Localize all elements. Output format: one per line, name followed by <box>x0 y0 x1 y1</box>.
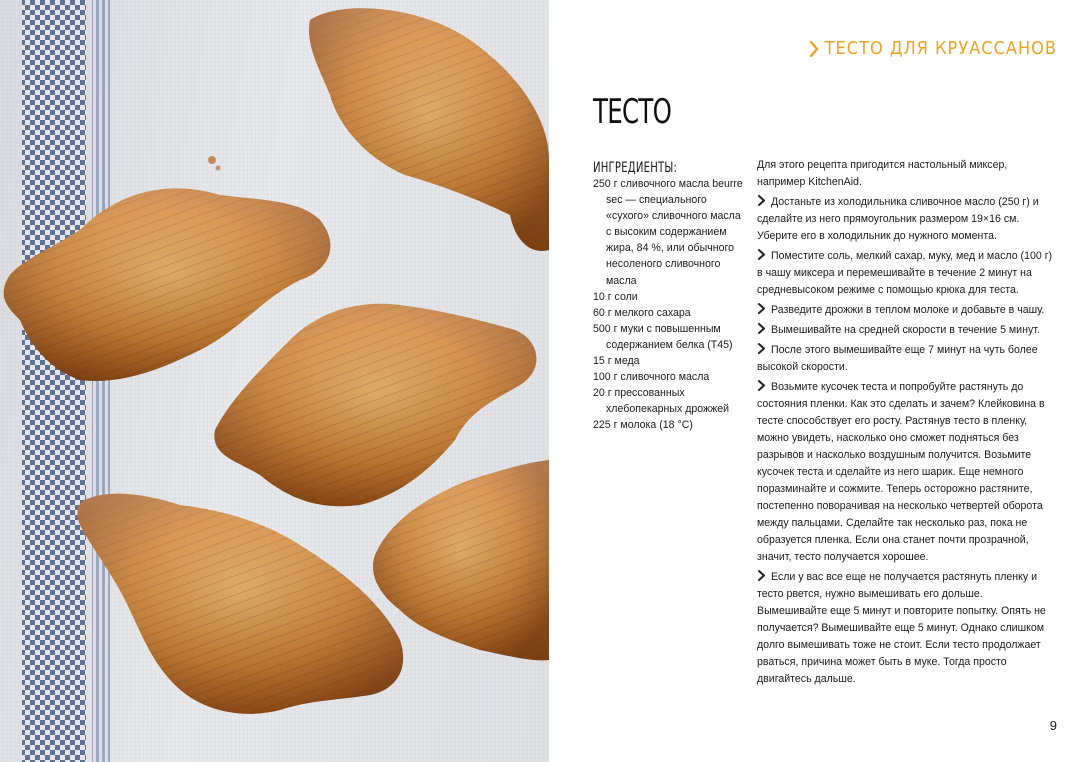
ingredients-block <box>593 160 743 434</box>
method-step <box>757 194 1055 245</box>
method-step <box>757 302 1055 319</box>
method-step-text: Возьмите кусочек теста и попробуйте растянуть до состояния пленки. Как это сделать и зачем? Клейковина в тесте способствует его росту. Растянув тесто в пленку, можно увидеть, насколько оно сможет подняться без разрывов и насколько воздушным получится. Возьмите кусочек теста и сделайте из него шарик. Еще немного поразминайте и сожмите. Теперь осторожно растяните, постепенно поворачивая на несколько четвертей оборота между пальцами. Сделайте так несколько раз, пока не образуется пленка. Если она станет почти прозрачной, значит, тесто получается хорошее. <box>757 381 1045 563</box>
section-title: ТЕСТО ДЛЯ КРУАССАНОВ <box>824 38 1057 59</box>
page-title: ТЕСТО <box>593 92 672 132</box>
ingredient-item: 10 г соли <box>593 290 638 303</box>
method-step <box>757 379 1055 566</box>
croissant-bottom-left <box>78 494 404 714</box>
ingredient-item: 20 г прессованных хлебопекарных дрожжей <box>593 387 730 416</box>
method-step <box>757 322 1055 339</box>
method-step-text: Если у вас все еще не получается растянуть пленку и тесто рвется, нужно вымешивать его дольше. Вымешивайте еще 5 минут и повторите попытку. Опять не получается? Вымешивайте еще 5 минут. Однако слишком долго вымешивать тоже не стоит. Если тесто продолжает рваться, причина может быть в муке. Тогда просто двигайтесь дальше. <box>757 571 1046 685</box>
method-step <box>757 342 1055 376</box>
method-step <box>757 569 1055 688</box>
method-step-text: Вымешивайте на средней скорости в течение 5 минут. <box>771 324 1040 336</box>
croissant-top <box>309 8 549 251</box>
ingredient-item: 60 г мелкого сахара <box>593 306 691 319</box>
method-step <box>757 248 1055 299</box>
ingredient-item: 100 г сливочного масла <box>593 371 710 384</box>
ingredients-list <box>593 176 743 434</box>
ingredient-item: 15 г меда <box>593 355 640 368</box>
method-step-text: После этого вымешивайте еще 7 минут на чуть более высокой скорости. <box>757 344 1038 373</box>
method-step-text: Поместите соль, мелкий сахар, муку, мед и масло (100 г) в чашу миксера и перемешивайте в течение 2 минут на средневысоком режиме с помощью крюка для теста. <box>757 250 1053 296</box>
ingredient-item: 500 г муки с повышенным содержанием белка (T45) <box>593 322 733 351</box>
ingredient-item: 225 г молока (18 °C) <box>593 419 693 432</box>
method-step-text: Достаньте из холодильника сливочное масло (250 г) и сделайте из него прямоугольник размером 19×16 см. Уберите его в холодильник до нужного момента. <box>757 196 1039 242</box>
chevron-right-icon <box>757 249 766 260</box>
chevron-right-icon <box>757 323 766 334</box>
chevron-right-icon <box>757 343 766 354</box>
method-block <box>757 157 1055 691</box>
method-intro: Для этого рецепта пригодится настольный миксер, например KitchenAid. <box>757 159 1008 188</box>
ingredients-heading: ИНГРЕДИЕНТЫ: <box>593 160 678 176</box>
chevron-right-icon <box>757 380 766 391</box>
chevron-right-icon <box>757 570 766 581</box>
chevron-right-icon <box>809 41 819 57</box>
method-step-text: Разведите дрожжи в теплом молоке и добавьте в чашу. <box>771 304 1045 316</box>
chevron-right-icon <box>757 195 766 206</box>
section-header <box>809 38 1057 59</box>
ingredient-item: 250 г сливочного масла beurre sec — специального «сухого» сливочного масла с высоким содержанием жира, 84 %, или обычного несоленого сливочного масла <box>593 178 743 287</box>
croissant-bottom-right <box>373 460 549 660</box>
chevron-right-icon <box>757 303 766 314</box>
page-number: 9 <box>1049 718 1057 733</box>
